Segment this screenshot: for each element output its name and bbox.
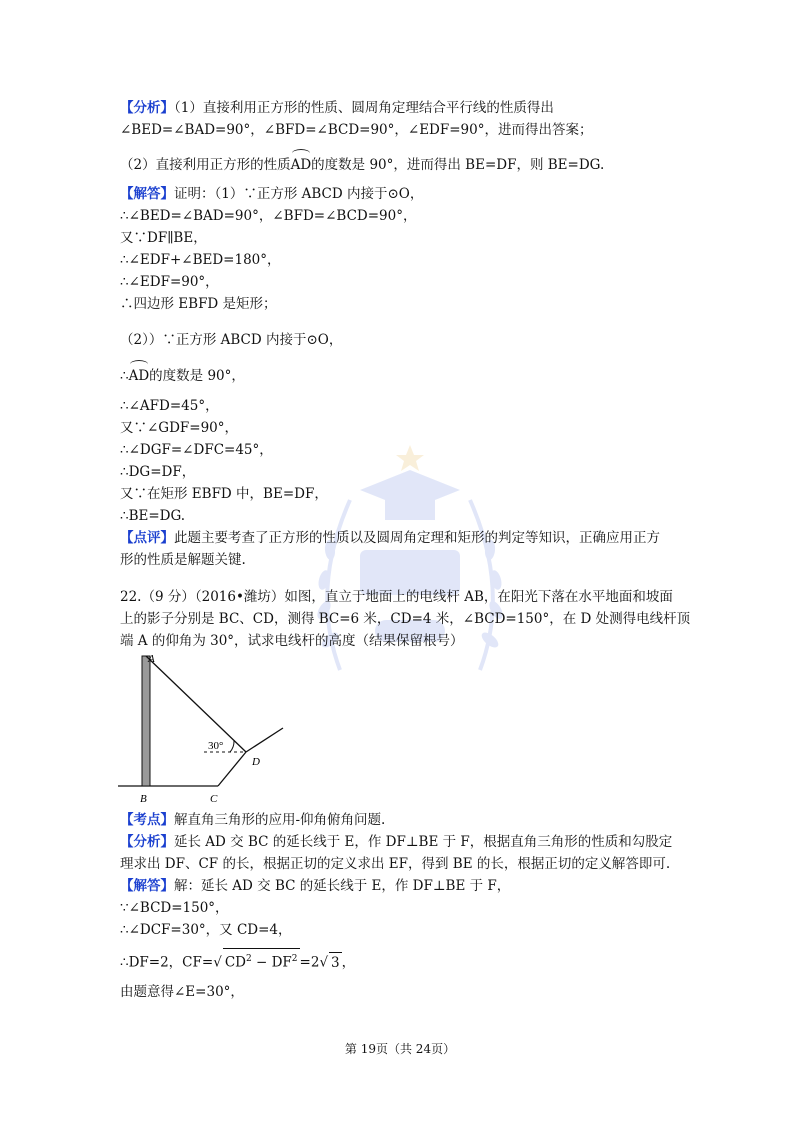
label-c: C — [210, 793, 218, 805]
slope-cd — [218, 752, 246, 786]
solution-line-6: ∴四边形 EBFD 是矩形； — [120, 296, 277, 312]
label-b: B — [140, 793, 147, 805]
angle-arc — [230, 741, 234, 752]
question-line-1: 22.（9 分）（2016•潍坊）如图，直立于地面上的电线杆 AB，在阳光下落在水平地面和坡面 — [120, 589, 673, 605]
question-line-2: 上的影子分别是 BC、CD，测得 BC=6 米，CD=4 米，∠BCD=150°，在 D 处测得电线杆顶 — [120, 611, 691, 627]
analysis-line-1: 【分析】（1）直接利用正方形的性质、圆周角定理结合平行线的性质得出 — [120, 100, 554, 116]
point-line: 【考点】解直角三角形的应用-仰角俯角问题. — [120, 812, 386, 828]
solution2-line-5: 由题意得∠E=30°， — [120, 984, 244, 1000]
sqrt-expression: $CD^2 - DF^2$ — [223, 948, 300, 973]
solution-line-7: （2））∵正方形 ABCD 内接于⊙O， — [120, 332, 343, 348]
analysis-line-2: ∠BED=∠BAD=90°，∠BFD=∠BCD=90°，∠EDF=90°，进而得出答案； — [120, 122, 593, 138]
solution-line-11: ∴∠DGF=∠DFC=45°， — [120, 442, 273, 458]
solution-line-8: ∴AD的度数是 90°， — [120, 368, 245, 384]
arc-ad-2: AD — [128, 368, 150, 384]
solution-line-4: ∴∠EDF+∠BED=180°， — [120, 252, 281, 268]
solution-line-14: ∴BE=DG. — [120, 508, 186, 524]
solution-tag: 【解答】 — [120, 186, 174, 202]
comment-line-2: 形的性质是解题关键. — [120, 552, 246, 568]
label-a: A — [148, 653, 155, 665]
point-tag: 【考点】 — [120, 812, 174, 828]
solution2-line-2: ∵∠BCD=150°， — [120, 900, 229, 916]
solution-tag-2: 【解答】 — [120, 878, 174, 894]
analysis-tag: 【分析】 — [120, 100, 174, 116]
pole-shadow-figure — [118, 648, 298, 808]
solution-line-2: ∴∠BED=∠BAD=90°，∠BFD=∠BCD=90°， — [120, 208, 417, 224]
solution-line-12: ∴DG=DF， — [120, 464, 196, 480]
solution-line-13: 又∵在矩形 EBFD 中，BE=DF， — [120, 486, 328, 502]
analysis2-line-1: 【分析】延长 AD 交 BC 的延长线于 E，作 DF⊥BE 于 F，根据直角三角形的性质和勾股定 — [120, 834, 673, 850]
angle-label: 30° — [208, 740, 224, 752]
sun-ray-ad — [146, 656, 246, 752]
sqrt-three: 3 — [329, 952, 342, 973]
solution-line-3: 又∵DF∥BE， — [120, 230, 207, 246]
solution-line-9: ∴∠AFD=45°， — [120, 398, 219, 414]
solution-line-5: ∴∠EDF=90°， — [120, 274, 219, 290]
solution-line-10: 又∵∠GDF=90°， — [120, 420, 239, 436]
slope-extension — [246, 728, 283, 752]
analysis-line-3: （2）直接利用正方形的性质AD的度数是 90°，进而得出 BE=DF，则 BE=DG. — [120, 157, 605, 173]
comment-tag: 【点评】 — [120, 530, 174, 546]
analysis-tag-2: 【分析】 — [120, 834, 174, 850]
pole — [142, 656, 150, 786]
solution2-line-4: ∴DF=2，CF=√ $CD^2 - DF^2 =2√$ 3 ， — [120, 948, 690, 973]
question-line-3: 端 A 的仰角为 30°，试求电线杆的高度（结果保留根号） — [120, 633, 464, 649]
solution2-line-1: 【解答】解：延长 AD 交 BC 的延长线于 E，作 DF⊥BE 于 F， — [120, 878, 511, 894]
solution2-line-3: ∴∠DCF=30°，又 CD=4， — [120, 922, 292, 938]
analysis2-line-2: 理求出 DF、CF 的长，根据正切的定义求出 EF，得到 BE 的长，根据正切的定义解答即可. — [120, 856, 671, 872]
arc-ad: AD — [290, 157, 312, 173]
page-footer: 第 19页（共 24页） — [344, 1042, 456, 1056]
solution-line-1: 【解答】证明：（1）∵正方形 ABCD 内接于⊙O， — [120, 186, 424, 202]
comment-line-1: 【点评】此题主要考查了正方形的性质以及圆周角定理和矩形的判定等知识，正确应用正方 — [120, 530, 660, 546]
label-d: D — [252, 756, 260, 768]
